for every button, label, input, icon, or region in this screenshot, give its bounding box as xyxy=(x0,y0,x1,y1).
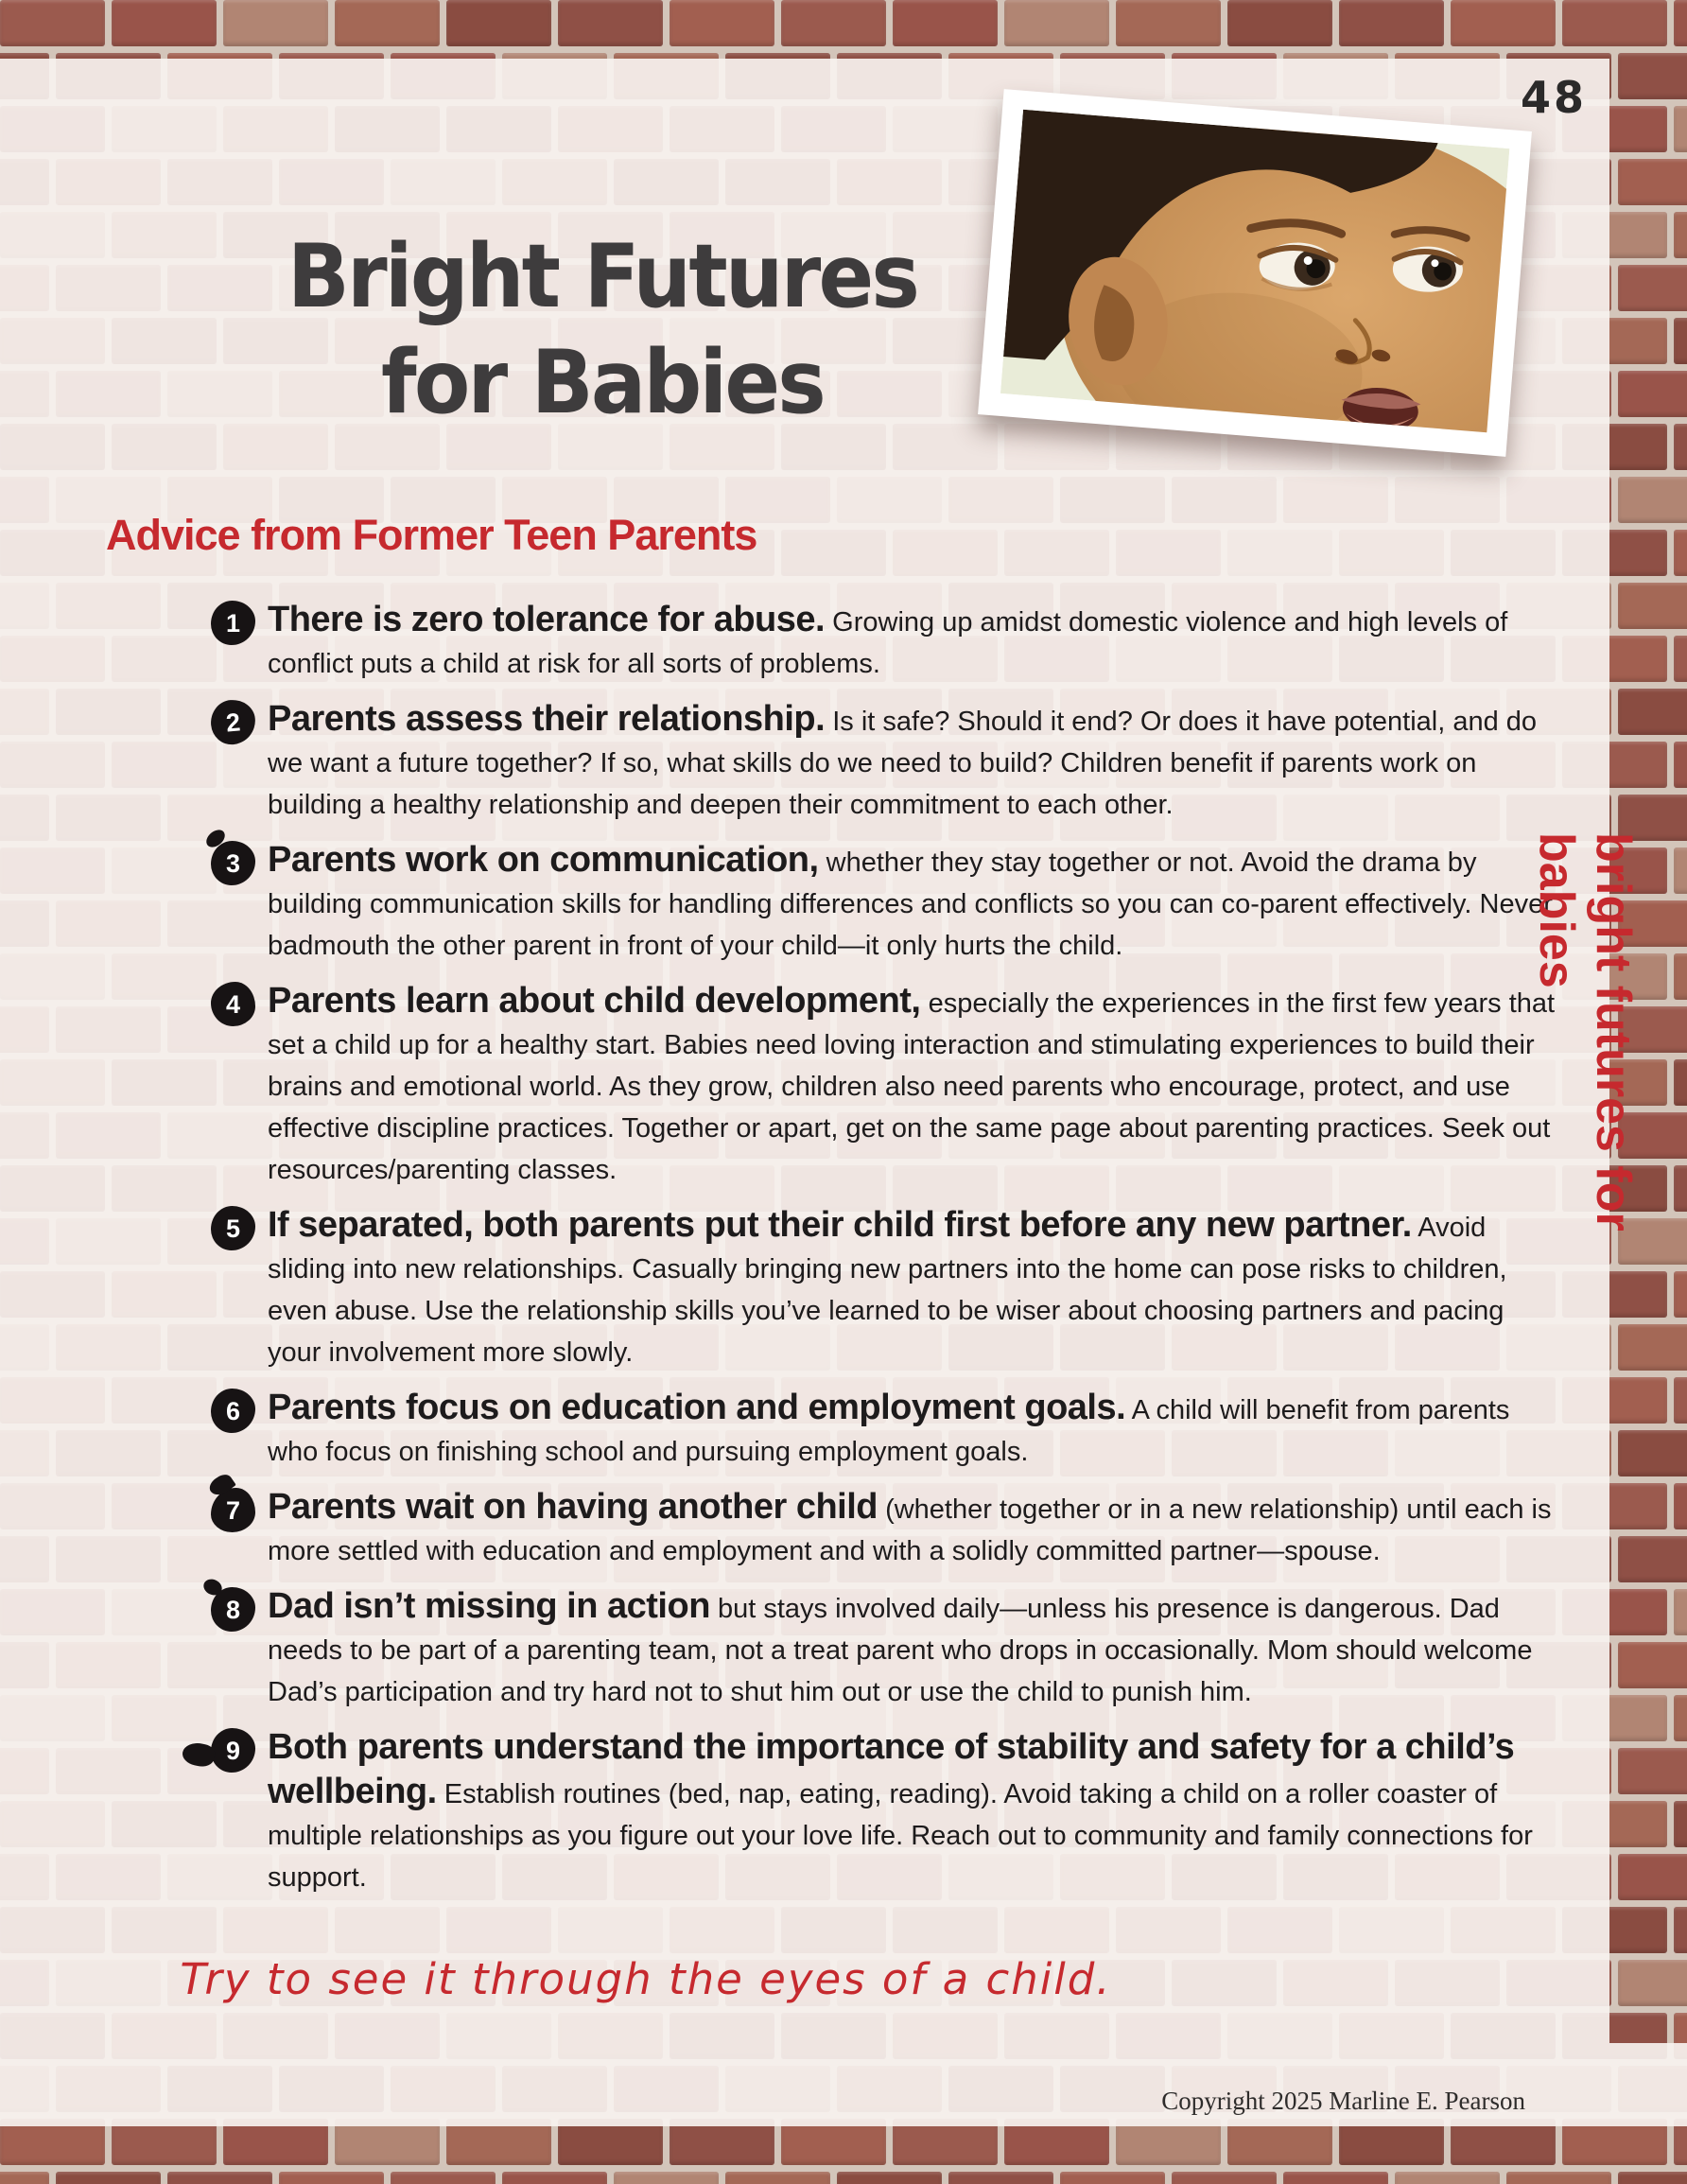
content-panel-bottom-right xyxy=(1609,2043,1687,2126)
item-lead-text: Parents learn about child development, xyxy=(268,981,921,1021)
brick xyxy=(558,0,663,46)
item-lead-text: Parents focus on education and employment goals. xyxy=(268,1388,1126,1427)
sidebar-vertical-text: bright futures for babies xyxy=(1529,832,1641,1232)
brick xyxy=(1674,1165,1687,1212)
item-detail-text: whether they stay together or not. Avoid the drama by building communication skills for handling differences and conflicts so you can co-parent effectively. Never badmouth the other parent in front of your child—it only hurts the child. xyxy=(268,847,1553,961)
item-detail-text: A child will benefit from parents who focus on finishing school and pursuing employment goals. xyxy=(268,1395,1510,1467)
advice-item xyxy=(225,839,1559,967)
item-number-badge: 8 xyxy=(211,1587,255,1632)
brick xyxy=(1674,1801,1687,1847)
brick xyxy=(948,2172,1053,2184)
brick xyxy=(1060,2172,1165,2184)
brick xyxy=(112,0,217,46)
brick xyxy=(837,2172,942,2184)
brick xyxy=(781,0,886,46)
footer-script: Try to see it through the eyes of a child. xyxy=(180,1954,1112,2004)
page-title-line1: Bright Futures xyxy=(287,225,918,327)
brick xyxy=(446,0,551,46)
brick xyxy=(1618,1854,1687,1900)
brick xyxy=(1618,371,1687,417)
brick xyxy=(614,2172,719,2184)
brick xyxy=(1506,2172,1611,2184)
brick xyxy=(335,0,440,46)
item-lead-text: Both parents understand the importance of stability and safety for a child’s wellbeing. xyxy=(268,1727,1515,1811)
brick xyxy=(279,2172,384,2184)
brick xyxy=(502,2172,607,2184)
brick xyxy=(1618,159,1687,205)
brick xyxy=(1618,53,1687,99)
item-lead-text: If separated, both parents put their child first before any new partner. xyxy=(268,1205,1412,1245)
brick xyxy=(1116,0,1221,46)
item-detail-text: Growing up amidst domestic violence and high levels of conflict puts a child at risk for all sorts of problems. xyxy=(268,607,1508,679)
item-detail-text: especially the experiences in the first few years that set a child up for a healthy start. Babies need loving interaction and stimulating experiences to build their brains and emotional world. As they grow, children also need parents who encourage, protect, and use effective discipline practices. Together or apart, get on the same page about parenting practices. Seek out resources/parenting classes. xyxy=(268,988,1556,1185)
brick xyxy=(1618,1960,1687,2006)
advice-item xyxy=(225,1585,1559,1713)
brick xyxy=(1618,583,1687,629)
brick xyxy=(1618,1536,1687,1582)
item-detail-text: Avoid sliding into new relationships. Casually bringing new partners into the home can pose risks to children, even abuse. Use the relationship skills you’ve learned to be wiser about choosing partners and pacing your involvement more slowly. xyxy=(268,1213,1507,1368)
brick xyxy=(1618,689,1687,735)
item-number-badge: 7 xyxy=(211,1488,255,1532)
item-detail-text: (whether together or in a new relationship) until each is more settled with education and employment and with a solidly committed partner—spouse. xyxy=(268,1494,1552,1566)
item-number-badge: 4 xyxy=(211,982,255,1026)
brick xyxy=(1674,424,1687,470)
brick xyxy=(1618,1642,1687,1688)
brick xyxy=(1674,953,1687,1000)
brick xyxy=(725,2172,830,2184)
item-number-badge: 9 xyxy=(211,1728,255,1773)
brick xyxy=(893,0,998,46)
brick xyxy=(1674,106,1687,152)
section-heading: Advice from Former Teen Parents xyxy=(106,511,757,559)
page-title-line2: for Babies xyxy=(381,331,824,433)
brick xyxy=(670,0,774,46)
brick xyxy=(1004,0,1109,46)
advice-list xyxy=(224,599,1559,1912)
item-number-badge: 1 xyxy=(211,601,255,645)
item-detail-text: but stays involved daily—unless his presence is dangerous. Dad needs to be part of a parenting team, not a treat parent who drops in occasionally. Mom should welcome Dad’s participation and try hard not to shut him out or use the child to punish him. xyxy=(268,1594,1533,1707)
item-number-badge: 3 xyxy=(211,841,255,885)
brick xyxy=(1674,212,1687,258)
advice-item xyxy=(225,1486,1559,1572)
item-lead-text: Parents wait on having another child xyxy=(268,1487,878,1527)
brick xyxy=(0,2172,49,2184)
brick xyxy=(167,2172,272,2184)
brick xyxy=(1674,1483,1687,1529)
brick xyxy=(1674,1695,1687,1741)
brick xyxy=(1674,1271,1687,1318)
brick xyxy=(1674,1377,1687,1424)
item-lead-text: Dad isn’t missing in action xyxy=(268,1586,710,1626)
item-lead-text: There is zero tolerance for abuse. xyxy=(268,600,826,639)
item-number-badge: 5 xyxy=(211,1206,255,1250)
advice-item xyxy=(224,698,1559,826)
brick xyxy=(1674,1589,1687,1635)
brick xyxy=(1674,530,1687,576)
item-lead-text: Parents work on communication, xyxy=(268,840,819,880)
brick xyxy=(1618,1748,1687,1794)
brick xyxy=(1674,0,1687,46)
brick xyxy=(1227,0,1332,46)
brick xyxy=(1674,1907,1687,1953)
advice-item xyxy=(225,599,1559,685)
brick xyxy=(1562,0,1667,46)
brick xyxy=(1395,2172,1500,2184)
brick xyxy=(1674,847,1687,894)
brick xyxy=(0,0,105,46)
advice-item xyxy=(225,1387,1559,1473)
brick xyxy=(1618,265,1687,311)
item-detail-text: Is it safe? Should it end? Or does it have potential, and do we want a future together? If so, what skills do we need to build? Children benefit if parents work on building a healthy relationship and deepen their commitment to each other. xyxy=(268,707,1538,820)
brick xyxy=(1339,0,1444,46)
advice-item xyxy=(225,980,1559,1191)
page-title xyxy=(43,223,1163,435)
brick xyxy=(223,0,328,46)
brick xyxy=(1618,2172,1687,2184)
brick xyxy=(1172,2172,1277,2184)
brick xyxy=(1283,2172,1388,2184)
brick xyxy=(1451,0,1556,46)
brick xyxy=(1674,636,1687,682)
advice-item xyxy=(225,1204,1559,1373)
page-number: 48 xyxy=(1521,72,1588,123)
brick xyxy=(1618,477,1687,523)
brick xyxy=(1618,1430,1687,1476)
brick xyxy=(1674,1059,1687,1106)
item-number-badge: 6 xyxy=(211,1389,255,1433)
item-number-badge: 2 xyxy=(209,698,257,746)
item-lead-text: Parents assess their relationship. xyxy=(268,699,826,739)
copyright-line: Copyright 2025 Marline E. Pearson xyxy=(1161,2087,1525,2115)
item-detail-text: Establish routines (bed, nap, eating, reading). Avoid taking a child on a roller coaster of multiple relationships as you figure out your love life. Reach out to community and family connections for support. xyxy=(268,1779,1533,1893)
brick xyxy=(1674,318,1687,364)
advice-item xyxy=(225,1726,1559,1898)
brick xyxy=(1674,742,1687,788)
brick xyxy=(391,2172,496,2184)
brick xyxy=(56,2172,161,2184)
